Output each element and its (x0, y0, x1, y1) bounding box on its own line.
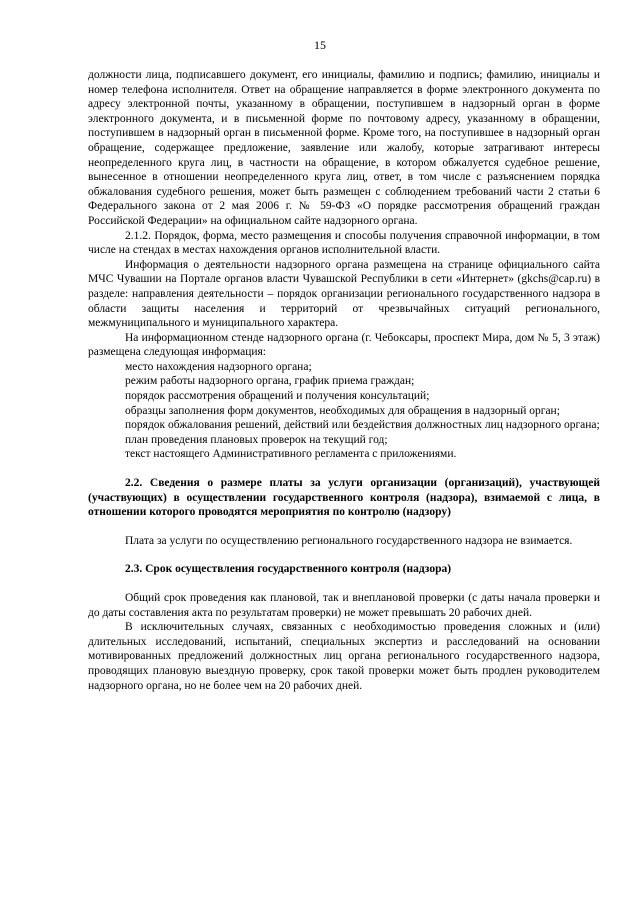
section-heading-2-3: 2.3. Срок осуществления государственного контроля (надзора) (125, 563, 452, 576)
paragraph-fee: Плата за услуги по осуществлению регионального государственного надзора не взимается. (125, 534, 573, 547)
list-item: режим работы надзорного органа, график приема граждан; (125, 375, 415, 388)
paragraph-inspection-term: Общий срок проведения как плановой, так и внеплановой проверки (с даты начала проверки и до даты составления акта по результатам проверки) не может превышать 20 рабочих дней. (88, 592, 600, 619)
paragraph-response-form: должности лица, подписавшего документ, его инициалы, фамилию и подпись; фамилию, инициалы и номер телефона исполнителя. Ответ на обращение направляется в форме электронного документа по адресу электронной почты, указанному в обращении, поступившем в надзорный орган в форме электронного документа, и в письменной форме по почтовому адресу, указанному в обращении, поступившем в надзорный орган в письменной форме. Кроме того, на поступившее в надзорный орган обращение, содержащее предложение, заявление или жалобу, которые затрагивают интересы неопределенного круга лиц, в частности на обращение, в котором обжалуется судебное решение, вынесенное в отношении неопределенного круга лиц, ответ, в том числе с разъяснением порядка обжалования судебного решения, может быть размещен с соблюдением требований части 2 статьи 6 Федерального закона от 2 мая 2006 г. № 59-ФЗ «О порядке рассмотрения обращений граждан Российской Федерации» на официальном сайте надзорного органа. (88, 69, 600, 227)
list-item: план проведения плановых проверок на текущий год; (125, 433, 388, 446)
list-item: порядок рассмотрения обращений и получения консультаций; (125, 390, 430, 403)
paragraph-info-stand: На информационном стенде надзорного органа (г. Чебоксары, проспект Мира, дом № 5, 3 этаж) размещена следующая информация: (88, 331, 600, 359)
section-heading-2-2: 2.2. Сведения о размере платы за услуги организации (организаций), участвующей (участвующих) в осуществлении государственного контроля (надзора), взимаемой с лица, в отношении которого проводятся мероприятия по контролю (надзору) (88, 477, 600, 519)
list-item: место нахождения надзорного органа; (125, 360, 312, 373)
list-item: образцы заполнения форм документов, необходимых для обращения в надзорный орган; (125, 404, 560, 417)
list-item: порядок обжалования решений, действий или бездействия должностных лиц надзорного органа; (125, 419, 600, 432)
paragraph-2-1-2: 2.1.2. Порядок, форма, место размещения и способы получения справочной информации, в том числе на стендах в местах нахождения органов исполнительной власти. (88, 229, 600, 257)
document-body (88, 68, 600, 693)
paragraph-website-info: Информация о деятельности надзорного органа размещена на странице официального сайта МЧС Чувашии на Портале органов власти Чувашской Республики в сети «Интернет» (gkchs@cap.ru) в разделе: направления деятельности – порядок организации регионального государственного надзора в области защиты населения и территорий от чрезвычайных ситуаций регионального, межмуниципального и муниципального характера. (88, 258, 600, 330)
list-item: текст настоящего Административного регламента с приложениями. (125, 448, 457, 461)
page-number: 15 (314, 38, 326, 52)
paragraph-term-extension: В исключительных случаях, связанных с необходимостью проведения сложных и (или) длительных исследований, испытаний, специальных экспертиз и расследований на основании мотивированных предложений должностных лиц органа регионального государственного надзора, проводящих плановую выездную проверку, срок такой проверки может быть продлен руководителем надзорного органа, но не более чем на 20 рабочих дней. (88, 621, 600, 692)
